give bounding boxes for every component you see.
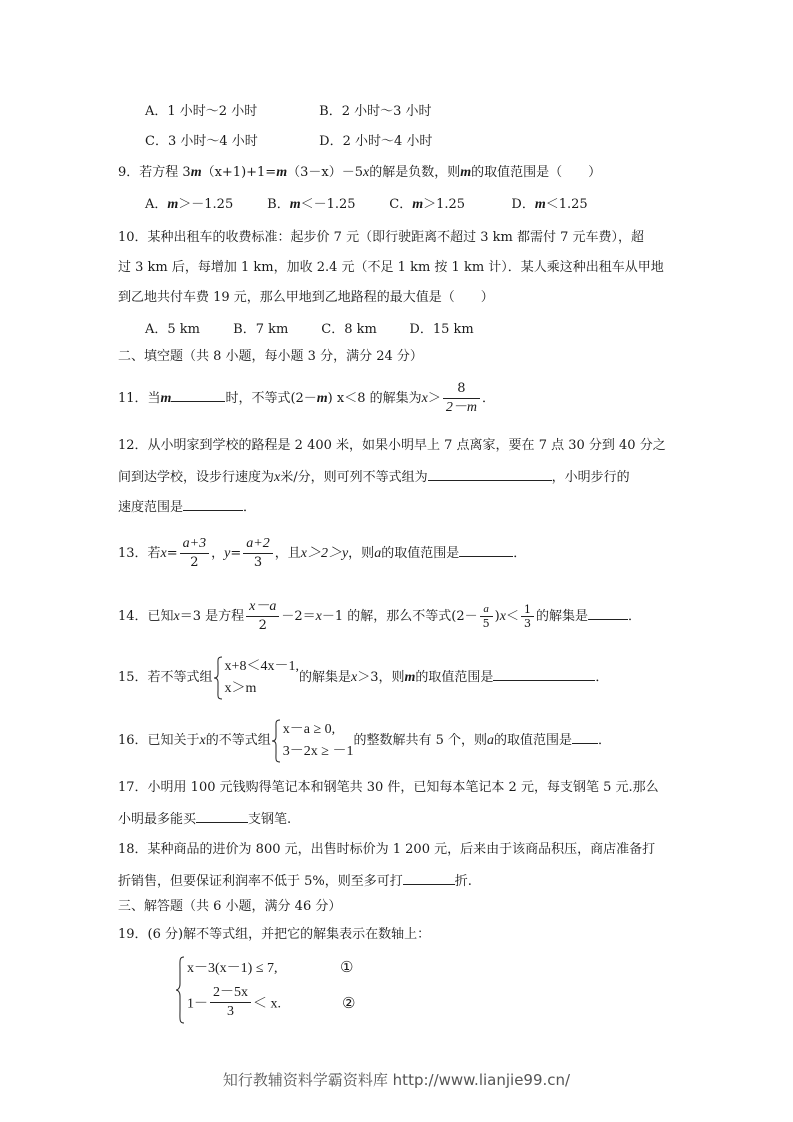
question-19-stem: 19．(6 分)解不等式组，并把它的解集表示在数轴上： — [118, 927, 431, 942]
question-10-line1: 10．某种出租车的收费标准：起步价 7 元（即行驶距离不超过 3 km 都需付 7 元车费），超 — [118, 230, 644, 245]
q12-blank-range — [183, 496, 243, 511]
question-16: 16．已知关于x的不等式组 x－a ≥ 0, 3－2x ≥ －1 的整数解共有 5 个，则a的取值范围是 ． — [118, 718, 611, 764]
question-14: 14．已知x＝3 是方程 $\frac{x-a}{2}$ －2＝x－1 的解，那么不等式(2－ $\frac{a}{5}$ )x＜ $\frac{1}{3}$ 的解集是 ． — [118, 599, 641, 633]
q19-row-1: x－3(x－1) ≤ 7, — [187, 961, 278, 976]
q16-inequality-system: x－a ≥ 0, 3－2x ≥ －1 — [271, 719, 354, 763]
q8-options-row1 — [145, 102, 432, 122]
question-11: 11．当m 时，不等式(2－m) x＜8 的解集为x＞ $\frac{8}{2-m}$ ． — [118, 381, 495, 415]
q8-option-a: A．1 小时～2 小时 — [145, 104, 258, 119]
q19-mark-1: ① — [340, 958, 354, 976]
q14-blank — [588, 605, 628, 620]
question-10-line3: 到乙地共付车费 19 元，那么甲地到乙地路程的最大值是（ ） — [118, 290, 494, 305]
q16-blank — [572, 729, 598, 744]
q9-option-d: D．m＜1.25 — [511, 197, 588, 212]
q8-option-d: D．2 小时～4 小时 — [319, 134, 433, 149]
q8-option-b: B．2 小时～3 小时 — [319, 104, 432, 119]
q10-option-d: D．15 km — [409, 322, 474, 337]
question-17-line1: 17．小明用 100 元钱购得笔记本和钢笔共 30 件，已知每本笔记本 2 元，每支钢笔 5 元.那么 — [118, 780, 659, 795]
q13-fraction-y: $\frac{a+2}{3}$ — [243, 535, 272, 572]
question-18-line1: 18．某种商品的进价为 800 元，出售时标价为 1 200 元，后来由于该商品积压，商店准备打 — [118, 842, 656, 857]
q11-blank — [171, 387, 225, 402]
q15-blank — [493, 666, 595, 681]
section-2-heading: 二、填空题（共 8 小题，每小题 3 分，满分 24 分） — [118, 349, 423, 364]
left-brace-icon — [175, 956, 185, 1024]
q14-fraction-equation: $\frac{x-a}{2}$ — [246, 598, 279, 635]
q18-blank — [403, 870, 455, 885]
left-brace-icon — [213, 656, 223, 700]
question-15: 15．若不等式组 x+8＜4x－1, x＞m 的解集是x＞3，则m的取值范围是 ． — [118, 655, 608, 701]
q17-blank — [196, 808, 248, 823]
question-18-line2: 折销售，但要保证利润率不低于 5%，则至多可打 折. — [118, 870, 472, 892]
q10-options — [145, 320, 474, 340]
q8-option-c: C．3 小时～4 小时 — [145, 134, 258, 149]
q19-mark-2: ② — [342, 994, 356, 1012]
q19-row-2: 1－ $\frac{2-5x}{3}$ ＜ x. — [187, 985, 281, 1019]
question-12-line2: 间到达学校，设步行速度为x米/分，则可列不等式组为 ，小明步行的 — [118, 466, 630, 488]
q13-fraction-x: $\frac{a+3}{2}$ — [180, 535, 209, 572]
question-12-line1: 12．从小明家到学校的路程是 2 400 米，如果小明早上 7 点离家，要在 7 点 30 分到 40 分之 — [118, 438, 666, 453]
q10-option-c: C．8 km — [321, 322, 377, 337]
q10-option-a: A．5 km — [145, 322, 200, 337]
left-brace-icon — [271, 719, 281, 763]
q9-option-c: C．m＞1.25 — [389, 197, 466, 212]
q9-options — [145, 195, 588, 215]
question-17-line2: 小明最多能买 支钢笔. — [118, 808, 291, 830]
footer-watermark: 知行教辅资料学霸资料库 http://www.lianjie99.cn/ — [222, 1071, 571, 1089]
q10-option-b: B．7 km — [233, 322, 289, 337]
question-10-line2: 过 3 km 后，每增加 1 km，加收 2.4 元（不足 1 km 按 1 km 计）．某人乘这种出租车从甲地 — [118, 260, 664, 275]
question-13: 13．若x= $\frac{a+3}{2}$ ，y= $\frac{a+2}{3}$ ，且x＞2＞y，则a的取值范围是 ． — [118, 536, 527, 570]
q9-option-a: A．m＞－1.25 — [145, 197, 234, 212]
q11-fraction: $\frac{8}{2-m}$ — [443, 380, 480, 417]
question-12-line3: 速度范围是 ． — [118, 496, 256, 518]
q12-blank-system — [428, 466, 552, 481]
q13-blank — [459, 542, 513, 557]
q8-options-row2 — [145, 132, 432, 152]
q19-fraction: $\frac{2-5x}{3}$ — [210, 984, 251, 1021]
q14-fraction-third: $\frac{1}{3}$ — [521, 603, 534, 630]
question-9: 9．若方程 3m（x+1)+1=m（3－x）－5x的解是负数，则m的取值范围是（ ） — [118, 165, 602, 180]
q15-inequality-system: x+8＜4x－1, x＞m — [213, 656, 299, 700]
q14-fraction-a5: $\frac{a}{5}$ — [480, 603, 493, 630]
section-3-heading: 三、解答题（共 6 小题，满分 46 分） — [118, 899, 342, 914]
q9-option-b: B．m＜－1.25 — [267, 197, 356, 212]
